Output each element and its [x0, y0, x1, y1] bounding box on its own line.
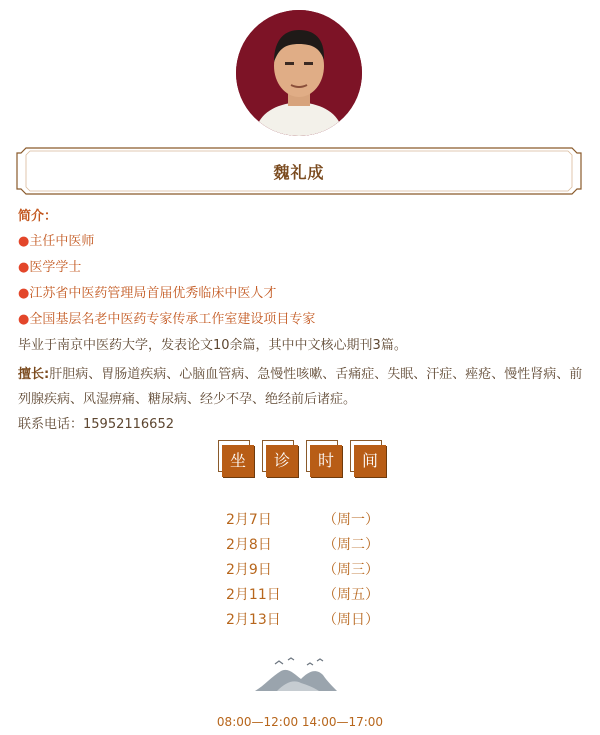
schedule-weekday: （周一）	[323, 512, 379, 528]
schedule-row	[226, 511, 396, 536]
list-item: ●医学学士	[18, 260, 82, 275]
schedule-title-tile: 坐	[218, 440, 254, 478]
list-item: ●全国基层名老中医药专家传承工作室建设项目专家	[18, 312, 316, 327]
specialty-label: 擅长:	[18, 367, 50, 382]
mountain-birds-icon	[255, 657, 337, 693]
schedule-row	[226, 536, 396, 561]
schedule-weekday: （周三）	[323, 562, 379, 578]
specialty-text: 擅长:肝胆病、胃肠道疾病、心脑血管病、急慢性咳嗽、舌痛症、失眠、汗症、痤疮、慢性肾病、前列腺疾病、风湿痹痛、糖尿病、经少不孕、绝经前后诸症。	[18, 367, 583, 407]
doctor-name-banner	[16, 147, 582, 195]
schedule-date: 2月7日	[226, 512, 272, 528]
schedule-date: 2月8日	[226, 537, 272, 553]
schedule-weekday: （周二）	[323, 537, 379, 553]
schedule-date: 2月9日	[226, 562, 272, 578]
schedule-row	[226, 561, 396, 586]
schedule-row	[226, 586, 396, 611]
schedule-title-tile: 时	[306, 440, 342, 478]
bullet-icon: ●	[18, 260, 30, 275]
schedule-date: 2月11日	[226, 587, 281, 603]
list-item: ●江苏省中医药管理局首届优秀临床中医人才	[18, 286, 277, 301]
education-text: 毕业于南京中医药大学，发表论文10余篇，其中中文核心期刊3篇。	[18, 338, 407, 353]
intro-heading: 简介：	[18, 209, 58, 224]
doctor-photo	[236, 10, 362, 136]
doctor-name: 魏礼成	[273, 163, 325, 182]
doctor-avatar	[236, 10, 362, 136]
schedule-title	[218, 440, 388, 480]
schedule-list	[226, 511, 396, 636]
phone-number[interactable]: 联系电话：15952116652	[18, 417, 174, 432]
doctor-profile	[18, 208, 584, 433]
bullet-icon: ●	[18, 234, 30, 249]
schedule-title-tile: 间	[350, 440, 386, 478]
bullet-icon: ●	[18, 312, 30, 327]
schedule-weekday: （周日）	[323, 612, 379, 628]
clinic-hours: 08:00—12:00 14:00—17:00	[216, 715, 384, 729]
schedule-row	[226, 611, 396, 636]
schedule-date: 2月13日	[226, 612, 281, 628]
bullet-icon: ●	[18, 286, 30, 301]
list-item: ●主任中医师	[18, 234, 95, 249]
schedule-title-tile: 诊	[262, 440, 298, 478]
schedule-weekday: （周五）	[323, 587, 379, 603]
